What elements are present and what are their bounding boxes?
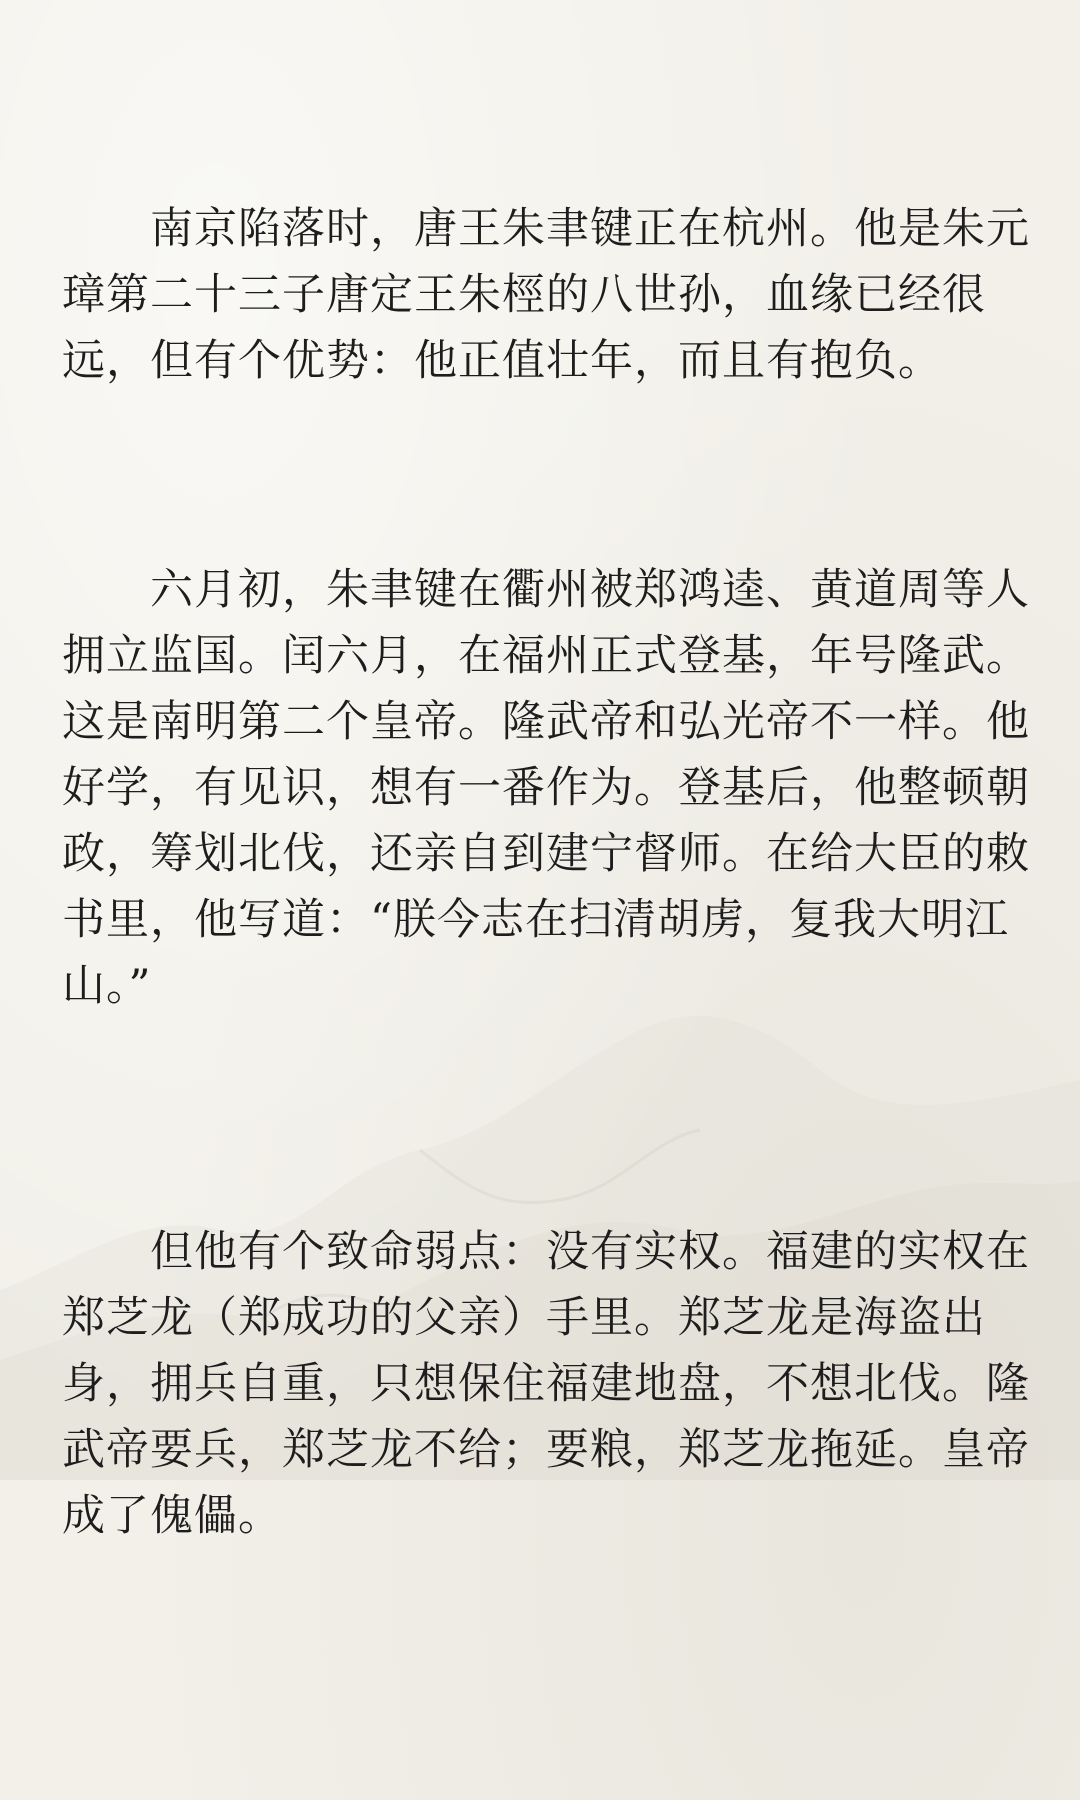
paragraph-3: [62, 1219, 1030, 1549]
paragraph-line: 璋第二十三子唐定王朱桱的八世孙，血缘已经很: [62, 270, 986, 320]
paragraph-line: 郑芝龙（郑成功的父亲）手里。郑芝龙是海盗出: [62, 1293, 986, 1343]
paragraph-1: [62, 196, 1030, 394]
paragraph-line: 远，但有个优势：他正值壮年，而且有抱负。: [62, 336, 942, 386]
paragraph-line: 武帝要兵，郑芝龙不给；要粮，郑芝龙拖延。皇帝: [62, 1425, 1030, 1475]
paragraph-line: 成了傀儡。: [62, 1491, 282, 1541]
paragraph-line: 山。”: [62, 961, 152, 1011]
paragraph-line: 书里，他写道：“朕今志在扫清胡虏，复我大明江: [62, 895, 1009, 945]
paragraph-line: 拥立监国。闰六月，在福州正式登基，年号隆武。: [62, 631, 1030, 681]
paragraph-line: 好学，有见识，想有一番作为。登基后，他整顿朝: [62, 763, 1030, 813]
paragraph-line: 这是南明第二个皇帝。隆武帝和弘光帝不一样。他: [62, 697, 1030, 747]
paragraph-line: 但他有个致命弱点：没有实权。福建的实权在: [150, 1227, 1030, 1277]
paragraph-line: 南京陷落时，唐王朱聿键正在杭州。他是朱元: [150, 204, 1030, 254]
paragraph-2: [62, 557, 1030, 1019]
paragraph-line: 政，筹划北伐，还亲自到建宁督师。在给大臣的敕: [62, 829, 1030, 879]
paragraph-line: 身，拥兵自重，只想保住福建地盘，不想北伐。隆: [62, 1359, 1030, 1409]
paragraph-line: 六月初，朱聿键在衢州被郑鸿逵、黄道周等人: [150, 565, 1030, 615]
